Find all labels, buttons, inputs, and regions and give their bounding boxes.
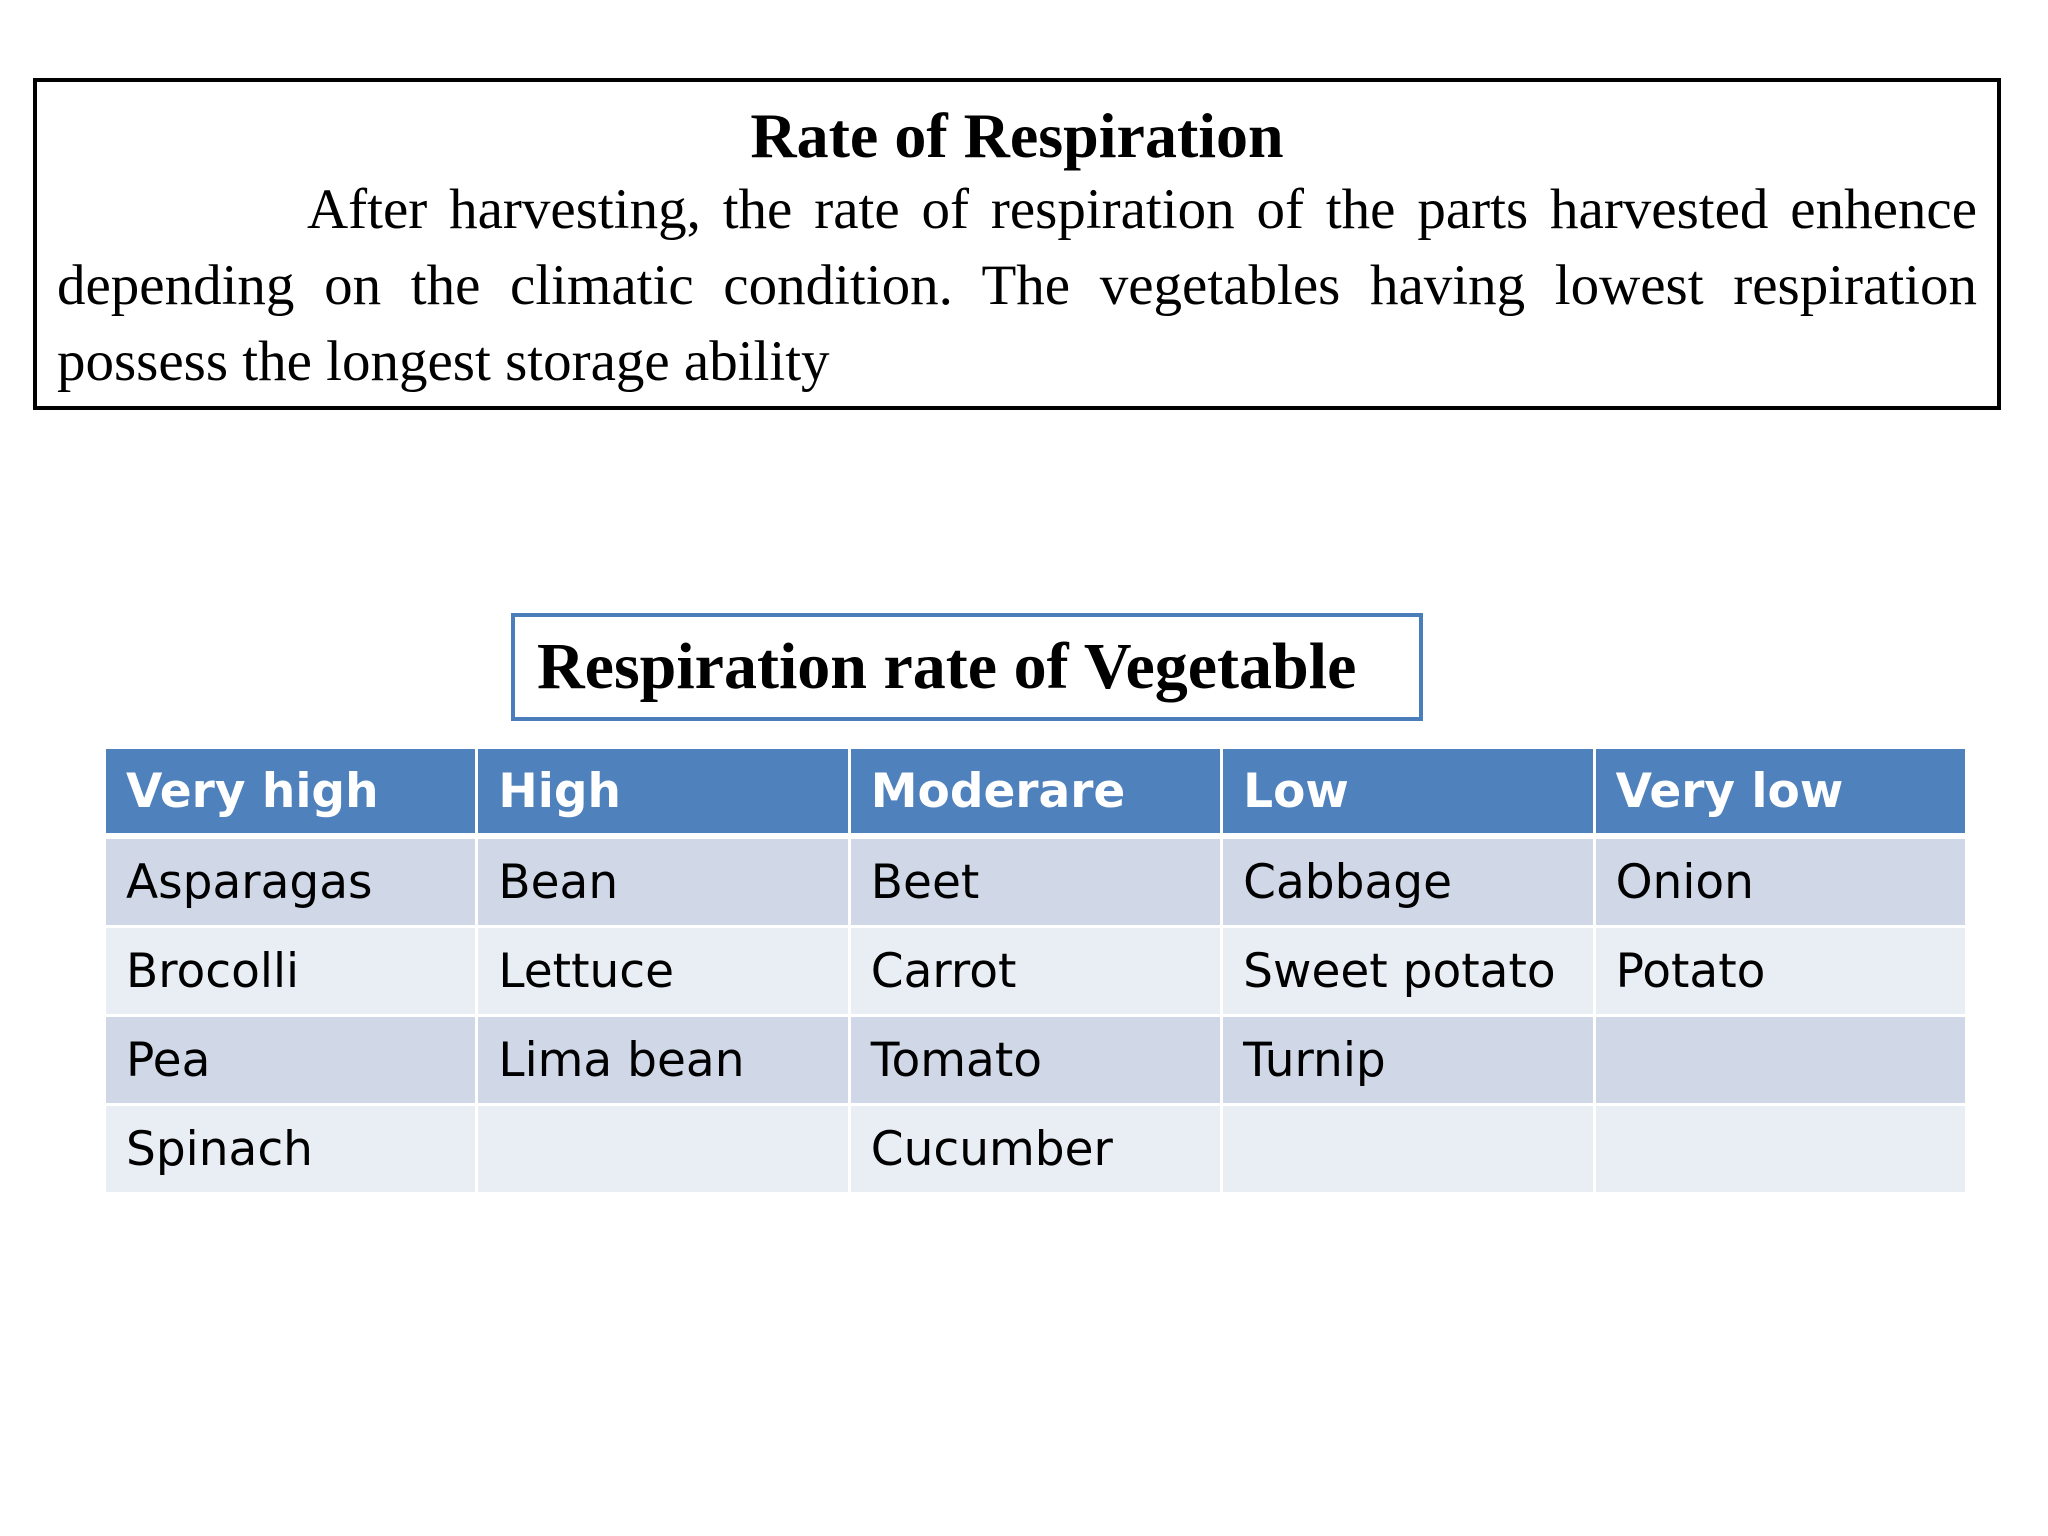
table-cell: Cabbage [1222,836,1594,927]
table-cell: Onion [1594,836,1966,927]
table-caption: Respiration rate of Vegetable [537,630,1357,703]
table-cell: Carrot [849,927,1221,1016]
table-row [105,1016,1967,1105]
table-row [105,927,1967,1016]
table-cell: Bean [477,836,849,927]
table-cell: Beet [849,836,1221,927]
table-cell: Spinach [105,1105,477,1194]
header-very-low: Very low [1594,748,1966,837]
table-cell: Asparagas [105,836,477,927]
table-cell: Lettuce [477,927,849,1016]
intro-box [33,78,2001,410]
table-cell: Tomato [849,1016,1221,1105]
header-high: High [477,748,849,837]
table-cell: Brocolli [105,927,477,1016]
header-low: Low [1222,748,1594,837]
table-caption-box [511,613,1423,721]
table-cell: Potato [1594,927,1966,1016]
table-row [105,1105,1967,1194]
table-cell: Pea [105,1016,477,1105]
intro-title: Rate of Respiration [750,100,1284,171]
table-cell [1222,1105,1594,1194]
table-cell [1594,1105,1966,1194]
respiration-table [103,746,1968,1195]
table-header-row [105,748,1967,837]
table-cell [1594,1016,1966,1105]
header-very-high: Very high [105,748,477,837]
intro-paragraph: After harvesting, the rate of respiration of the parts harvested enhence depending on the climatic condition. The vegetables having lowest respiration possess the longest storage ability [57,178,1977,393]
table-row [105,836,1967,927]
table-cell: Turnip [1222,1016,1594,1105]
table-cell: Sweet potato [1222,927,1594,1016]
table-cell: Cucumber [849,1105,1221,1194]
table-cell: Lima bean [477,1016,849,1105]
header-moderate: Moderare [849,748,1221,837]
table-cell [477,1105,849,1194]
